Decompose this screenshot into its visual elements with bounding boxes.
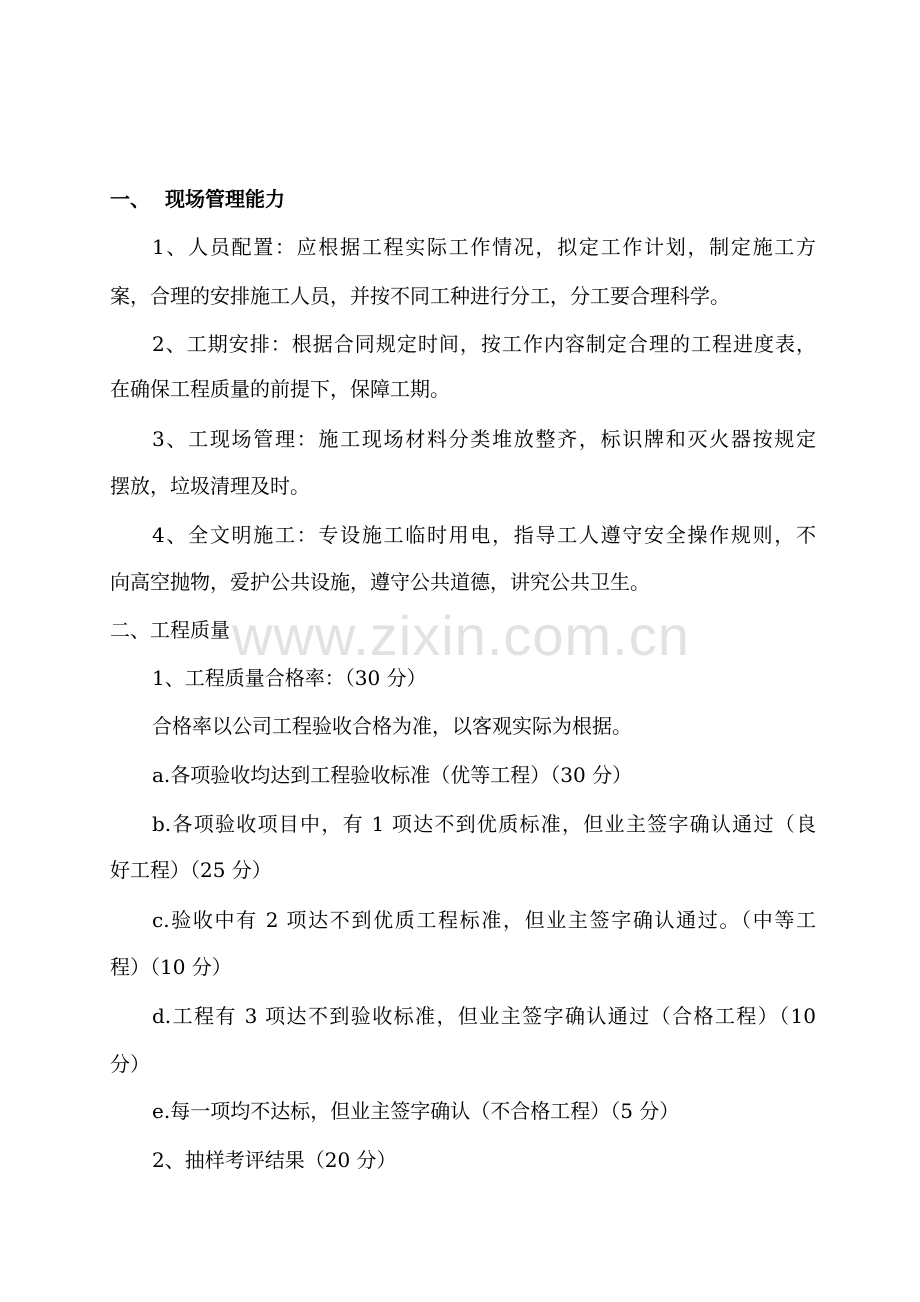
item3-line2: 摆放，垃圾清理及时。 [110, 474, 310, 498]
watermark: www.zixin.com.cn [232, 604, 690, 667]
criteria-c-line1: c.验收中有 2 项达不到优质工程标准，但业主签字确认通过。（中等工 [152, 908, 816, 932]
item2-line1: 2、工期安排：根据合同规定时间，按工作内容制定合理的工程进度表， [152, 332, 816, 356]
item4-line1: 4、全文明施工：专设施工临时用电，指导工人遵守安全操作规则，不 [152, 523, 816, 547]
criteria-d-line1: d.工程有 3 项达不到验收标准，但业主签字确认通过（合格工程）（10 [152, 1004, 816, 1028]
criteria-d-line2: 分） [110, 1052, 150, 1076]
section2-title: 二、工程质量 [110, 618, 230, 642]
quality-rate-desc: 合格率以公司工程验收合格为准，以客观实际为根据。 [152, 714, 632, 738]
criteria-b-line1: b.各项验收项目中，有 1 项达不到优质标准，但业主签字确认通过（良 [152, 812, 816, 836]
item1-line2: 案，合理的安排施工人员，并按不同工种进行分工，分工要合理科学。 [110, 284, 730, 308]
item1-line1: 1、人员配置：应根据工程实际工作情况，拟定工作计划，制定施工方 [152, 235, 816, 259]
section1-number: 一、 [110, 187, 150, 211]
item4-line2: 向高空抛物，爱护公共设施，遵守公共道德，讲究公共卫生。 [110, 570, 650, 594]
item2-line2: 在确保工程质量的前提下，保障工期。 [110, 377, 450, 401]
criteria-b-line2: 好工程）（25 分） [110, 858, 272, 882]
sampling-title: 2、抽样考评结果（20 分） [152, 1148, 397, 1172]
criteria-e: e.每一项均不达标，但业主签字确认（不合格工程）（5 分） [152, 1099, 680, 1123]
item3-line1: 3、工现场管理：施工现场材料分类堆放整齐，标识牌和灭火器按规定 [152, 427, 816, 451]
criteria-c-line2: 程）（10 分） [110, 955, 232, 979]
criteria-a: a.各项验收均达到工程验收标准（优等工程）（30 分） [152, 763, 633, 787]
quality-rate-title: 1、工程质量合格率：（30 分） [152, 666, 427, 690]
section1-title: 现场管理能力 [165, 187, 285, 211]
